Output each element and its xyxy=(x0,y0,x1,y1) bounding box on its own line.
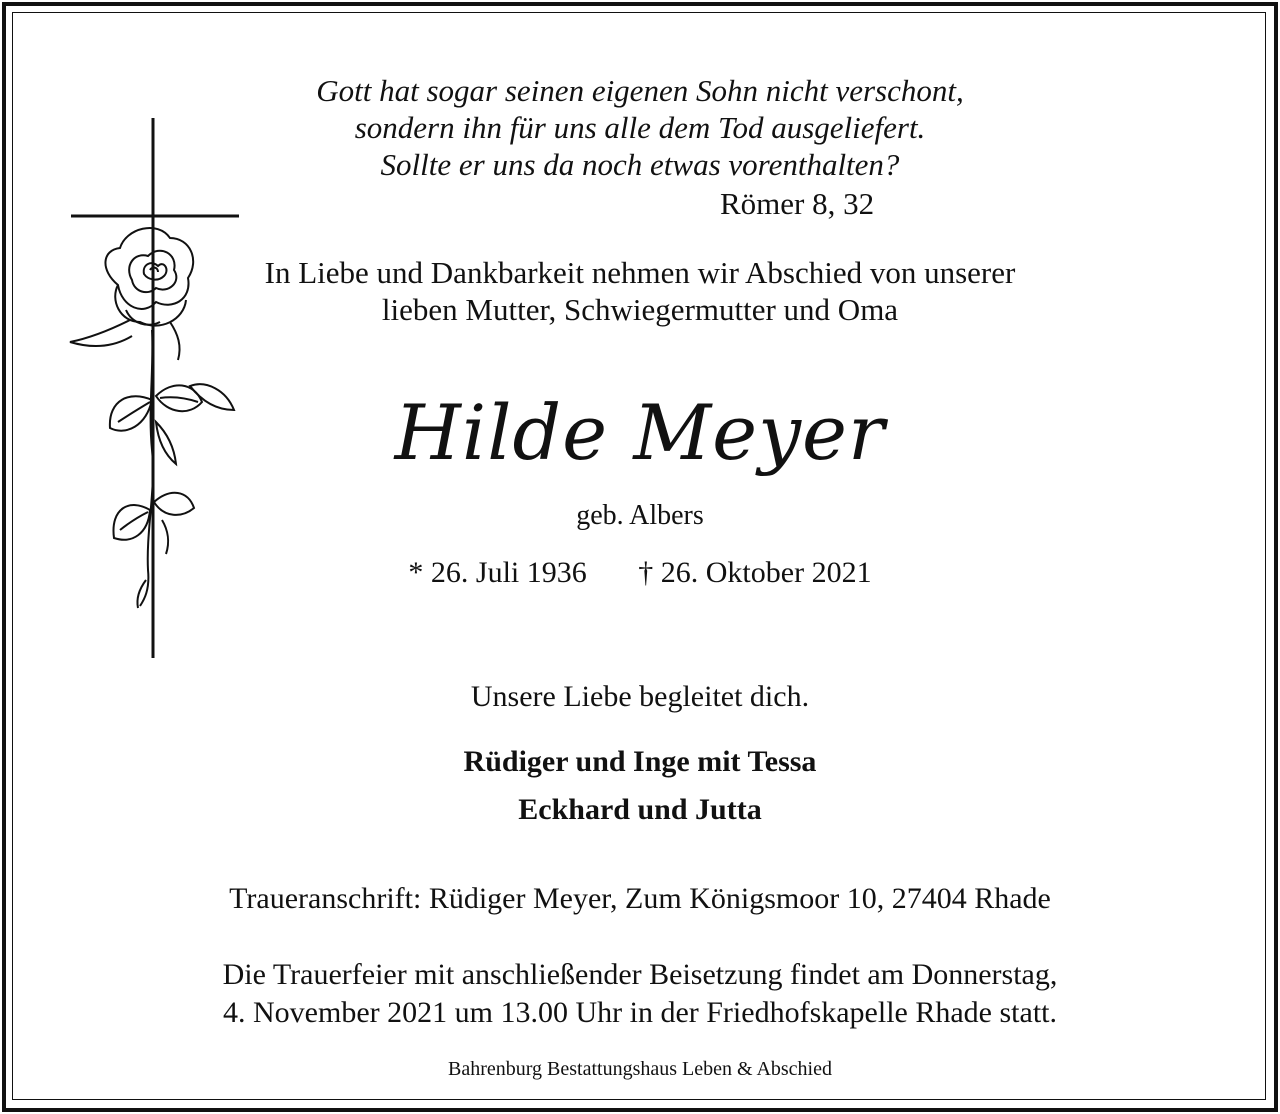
deceased-name: Hilde Meyer xyxy=(394,388,886,477)
verse-line: Gott hat sogar seinen eigenen Sohn nicht verschont, xyxy=(316,73,964,108)
ceremony-line: 4. November 2021 um 13.00 Uhr in der Friedhofskapelle Rhade statt. xyxy=(223,996,1057,1029)
death-date: † 26. Oktober 2021 xyxy=(638,556,872,589)
birth-date: * 26. Juli 1936 xyxy=(408,556,587,589)
birth-name: geb. Albers xyxy=(576,500,704,531)
ceremony-line: Die Trauerfeier mit anschließender Beisetzung findet am Donnerstag, xyxy=(222,958,1058,991)
verse-reference: Römer 8, 32 xyxy=(720,186,875,221)
funeral-home: Bahrenburg Bestattungshaus Leben & Abschied xyxy=(447,1058,832,1080)
intro-line: lieben Mutter, Schwiegermutter und Oma xyxy=(381,292,899,327)
cross-with-rose-icon xyxy=(60,110,250,670)
mourning-address: Traueranschrift: Rüdiger Meyer, Zum Königsmoor 10, 27404 Rhade xyxy=(229,882,1051,915)
intro-line: In Liebe und Dankbarkeit nehmen wir Abschied von unserer xyxy=(264,255,1016,290)
verse-line: Sollte er uns da noch etwas vorenthalten? xyxy=(380,147,900,182)
life-dates xyxy=(240,556,1040,590)
intro-text xyxy=(140,254,1140,328)
farewell-line: Unsere Liebe begleitet dich. xyxy=(470,680,810,713)
family-line: Rüdiger und Inge mit Tessa xyxy=(463,745,817,778)
ceremony-info xyxy=(140,956,1140,1032)
family-names xyxy=(240,738,1040,834)
verse-line: sondern ihn für uns alle dem Tod ausgeliefert. xyxy=(354,110,926,145)
bible-verse xyxy=(140,72,1140,183)
family-line: Eckhard und Jutta xyxy=(518,793,762,826)
